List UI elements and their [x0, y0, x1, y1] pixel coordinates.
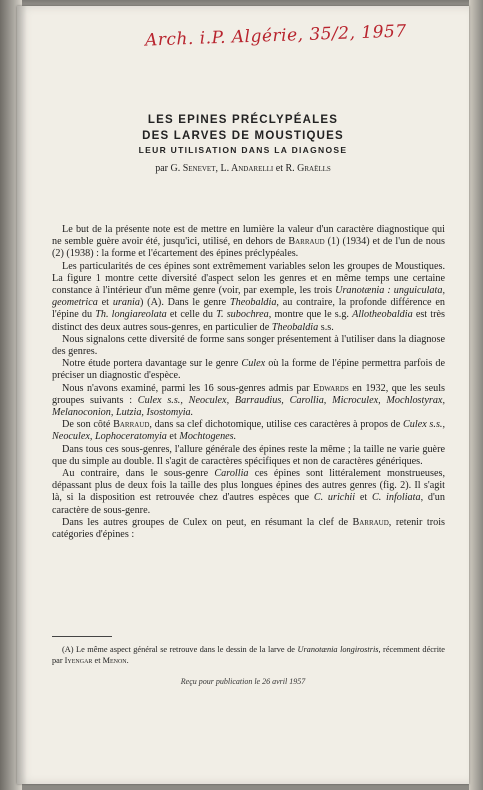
text-run: , dans sa clef dichotomique, utilise ces caractères à propos de	[149, 419, 403, 431]
text-run: , retenir trois catégories d'épines :	[52, 516, 445, 541]
text-run: est très distinct des deux autres sous-genres, en particulier de	[52, 309, 445, 333]
author-1: G. Senevet,	[170, 163, 218, 174]
authors-prefix: par	[155, 163, 168, 174]
text-run: De son côté	[62, 419, 114, 431]
background-right	[469, 0, 483, 790]
paragraph-1	[52, 224, 445, 261]
author-ref: Edwards	[313, 382, 349, 394]
paragraph-6	[52, 419, 445, 443]
text-run: , d'un caractère de sous-genre.	[52, 492, 445, 516]
taxon-name: C. urichii	[313, 492, 356, 504]
paragraph-9	[52, 517, 445, 541]
text-run: (A) Le même aspect général se retrouve dans le dessin de la larve de	[62, 645, 298, 654]
text-run: et celle du	[166, 309, 217, 321]
text-run: en 1932, que les seuls groupes suivants :	[52, 382, 445, 406]
author-3: R. Graëlls	[285, 163, 331, 174]
author-ref: Barraud	[288, 236, 325, 248]
author-ref: Iyengar	[64, 655, 93, 665]
taxon-name: Culex	[241, 358, 266, 370]
paragraph-4	[52, 358, 445, 382]
paragraph-2	[52, 261, 445, 334]
title-line-2: DES LARVES DE MOUSTIQUES	[142, 130, 344, 142]
authors-line	[17, 163, 469, 174]
authors-and: et	[275, 163, 283, 174]
text-run: (1) (1934) et de l'un de nous (2) (1938) : la forme et l'écartement des épines préclypéales.	[52, 236, 445, 260]
text-run: Les particularités de ces épines sont extrêmement variables selon les groupes de Moustiques. La figure 1 montre cette diversité d'aspect selon les genres et en même temps une certaine constance à l'intérieur d'un même genre (voir, par exemple, les trois	[52, 260, 445, 297]
received-date: Reçu pour publication le 26 avril 1957	[180, 677, 306, 686]
text-run: et	[166, 431, 180, 443]
paragraph-8	[52, 468, 445, 517]
paragraph-5	[52, 383, 445, 420]
text-run: et	[355, 492, 372, 504]
taxon-list: Culex s.s., Neoculex, Barraudius, Carollia, Microculex, Mochlostyrax, Melanoconion, Lutzia, Isostomyia.	[52, 394, 445, 419]
text-run: , montre que le s.g.	[268, 309, 353, 321]
text-run: , récemment décrite par	[52, 645, 445, 665]
text-run: Au contraire, dans le sous-genre	[62, 468, 215, 480]
document-page	[17, 6, 469, 784]
author-ref: Barraud	[352, 516, 389, 528]
taxon-list: Culex s.s., Neoculex, Lophoceratomyia	[52, 419, 446, 443]
paragraph-3: Nous signalons cette diversité de forme sans songer présentement à l'utiliser dans la diagnose des genres.	[52, 333, 445, 358]
taxon-name: C. infoliata	[371, 492, 421, 504]
taxon-name: Theobaldia	[271, 321, 319, 333]
taxon-name: Carollia	[214, 468, 249, 480]
text-run: , au contraire, la profonde différence en l'épine du	[52, 297, 445, 321]
text-run: Nous n'avons examiné, parmi les 16 sous-genres admis par	[62, 382, 314, 394]
text-run: Dans les autres groupes de Culex on peut, en résumant la clef de	[62, 516, 353, 528]
paragraph-7: Dans tous ces sous-genres, l'allure générale des épines reste la même ; la taille ne varie guère que du simple au double. Il s'agit de caractères spécifiques et non de caractères génériques.	[52, 443, 445, 467]
taxon-name: Theobaldia	[230, 297, 277, 309]
text-run: et	[97, 297, 113, 309]
handwritten-annotation: Arch. i.P. Algérie, 35/2, 1957	[144, 21, 407, 51]
author-ref: Menon.	[102, 655, 129, 665]
subtitle: LEUR UTILISATION DANS LA DIAGNOSE	[138, 145, 348, 155]
taxon-name: Allotheobaldia	[352, 309, 413, 321]
author-2: L. Andarelli	[220, 163, 274, 174]
taxon-name: urania	[112, 297, 140, 309]
author-ref: Barraud	[113, 419, 150, 431]
text-run: et	[92, 655, 103, 665]
footnote-rule	[52, 636, 112, 637]
taxon-name: Th. longiareolata	[95, 309, 167, 321]
taxon-name: Uranotænia longirostris	[297, 645, 379, 654]
title-line-1: LES EPINES PRÉCLYPÉALES	[147, 114, 339, 126]
title-block	[17, 112, 469, 174]
footnote	[52, 645, 445, 666]
text-run: ) (A). Dans le genre	[139, 297, 230, 309]
taxon-name: Uranotænia : unguiculata, geometrica	[52, 285, 445, 309]
text-run: où la forme de l'épine permettra parfois de préciser un diagnostic d'espèce.	[52, 358, 446, 382]
text-run: Le but de la présente note est de mettre en lumière la valeur d'un caractère diagnostique qui ne semble guère avoir été, jusqu'ici, utilisé, en dehors de	[52, 224, 445, 248]
text-run: Notre étude portera davantage sur le genre	[62, 358, 242, 370]
text-run: ces épines sont littéralement monstrueuses, dépassant plus de deux fois la taille des plus longues épines des autres genres (fig. 2). Il s'agit là, si la disposition est retrouvée chez d'autres espèces que	[52, 468, 445, 504]
article-body	[52, 224, 445, 541]
taxon-name: Mochtogenes.	[179, 431, 237, 443]
taxon-name: T. subochrea	[216, 309, 269, 321]
text-run: s.s.	[318, 321, 334, 333]
